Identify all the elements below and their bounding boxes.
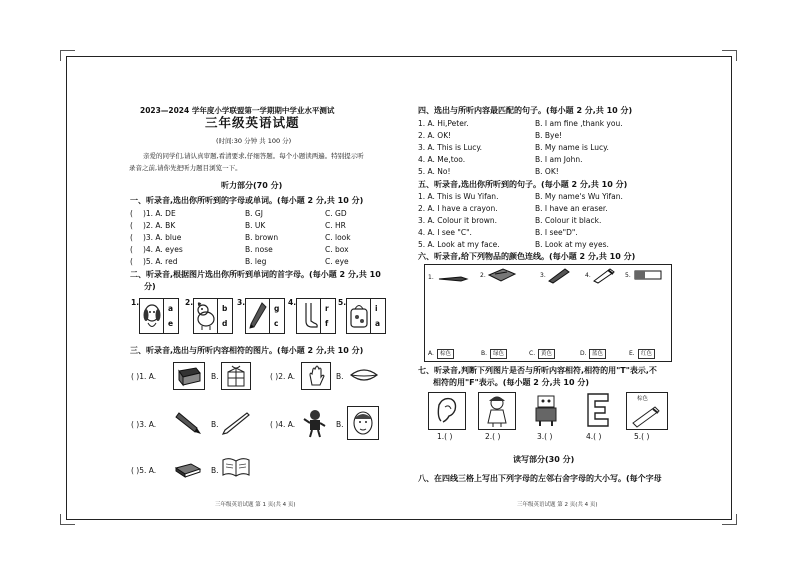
girl-icon (479, 393, 515, 429)
exam-title-line: 2023—2024 学年度小学联盟第一学期期中学业水平测试 (140, 106, 335, 115)
gift-icon (222, 363, 250, 389)
picture-letter-e (582, 392, 612, 428)
option-b-label: B. (211, 466, 219, 475)
option-b-label: B. (211, 420, 219, 429)
crayon-icon (547, 267, 571, 283)
letter-top: i (375, 304, 378, 313)
letter-top: g (274, 304, 280, 313)
crayon-icon (246, 299, 270, 333)
section5-title: 五、听录音,选出你所听到的句子。(每小题 2 分,共 10 分) (418, 180, 628, 189)
section5-option-a[interactable]: 5. A. Look at my face. (418, 240, 500, 249)
item-number: 1. (428, 274, 434, 281)
section5-option-a[interactable]: 1. A. This is Wu Yifan. (418, 192, 499, 201)
section4-option-b[interactable]: B. I am fine ,thank you. (535, 119, 623, 128)
section5-option-b[interactable]: B. Colour it black. (535, 216, 602, 225)
item-number: 1. (131, 298, 140, 307)
option-b-label: B. (211, 372, 219, 381)
section1-row: ( )1. A. DE (130, 209, 176, 218)
section4-title: 四、选出与所听内容最匹配的句子。(每小题 2 分,共 10 分) (418, 106, 633, 115)
color-matching-panel (424, 264, 672, 362)
option-b[interactable]: B. UK (245, 221, 266, 230)
section2-title-cont: 分) (144, 282, 156, 291)
dog-icon (194, 299, 218, 333)
picture-box-bag (346, 298, 372, 334)
question-1: ( )1. A. (131, 372, 157, 381)
section4-option-a[interactable]: 5. A. No! (418, 167, 451, 176)
picture-option-book[interactable] (173, 362, 205, 390)
item-number: 4. (288, 298, 297, 307)
crop-mark (722, 514, 737, 525)
color-option-blue[interactable]: 蓝色 (589, 349, 606, 359)
answer-blank[interactable]: 3.( ) (537, 432, 553, 441)
crayon-icon (173, 410, 203, 436)
pen-icon (437, 273, 469, 285)
intro-line-1: 亲爱的同学们,请认真审题,看清要求,仔细答题。每个小题读两遍。特别提示听 (143, 152, 364, 160)
question-5: ( )5. A. (131, 466, 157, 475)
answer-blank[interactable]: 1.( ) (437, 432, 453, 441)
color-option-green[interactable]: 绿色 (490, 349, 507, 359)
color-letter: C. (529, 350, 536, 357)
answer-blank[interactable]: 4.( ) (586, 432, 602, 441)
option-b-label: B. (336, 372, 344, 381)
item-number: 2. (185, 298, 194, 307)
color-letter: B. (481, 350, 488, 357)
color-option-brown[interactable]: 棕色 (437, 349, 454, 359)
section4-option-b[interactable]: B. My name is Lucy. (535, 143, 609, 152)
robot-icon (528, 392, 564, 428)
writing-heading: 读写部分(30 分) (513, 455, 575, 464)
letter-bottom: c (274, 319, 279, 328)
eraser-icon (633, 269, 663, 281)
option-a[interactable]: )4. A. eyes (142, 245, 183, 254)
crop-mark (722, 50, 737, 61)
option-c[interactable]: C. box (325, 245, 349, 254)
section5-option-b[interactable]: B. I see"D". (535, 228, 578, 237)
letter-top: a (168, 304, 174, 313)
foot-icon (297, 299, 321, 333)
exam-main-title: 三年级英语试题 (205, 115, 300, 130)
picture-option-boy[interactable] (301, 408, 329, 438)
question-2: ( )2. A. (270, 372, 296, 381)
letter-top: b (222, 304, 228, 313)
section4-option-a[interactable]: 4. A. Me,too. (418, 155, 466, 164)
picture-box-crayon (245, 298, 271, 334)
question-3: ( )3. A. (131, 420, 157, 429)
option-b[interactable]: B. leg (245, 257, 267, 266)
section7-title-cont: 相符的用"F"表示。(每小题 2 分,共 10 分) (433, 378, 589, 387)
item-number: 3. (540, 272, 546, 279)
option-b-label: B. (336, 420, 344, 429)
item-number: 2. (480, 272, 486, 279)
picture-girl (478, 392, 516, 430)
section5-option-b[interactable]: B. I have an eraser. (535, 204, 608, 213)
picture-option-closed-book[interactable] (173, 456, 203, 480)
section4-option-b[interactable]: B. I am John. (535, 155, 583, 164)
question-4: ( )4. A. (270, 420, 296, 429)
crop-mark (60, 514, 75, 525)
picture-option-crayon[interactable] (173, 410, 203, 436)
pencil-case-icon (487, 267, 517, 283)
section4-option-b[interactable]: B. Bye! (535, 131, 563, 140)
section8-title: 八、在四线三格上写出下列字母的左邻右舍字母的大小写。(每个字母 (418, 474, 662, 483)
picture-option-pencil[interactable] (221, 410, 251, 436)
picture-crayon-brown (626, 392, 668, 430)
item-number: 5. (338, 298, 347, 307)
hand-icon (302, 363, 330, 389)
color-letter: A. (428, 350, 434, 357)
section6-title: 六、听录音,给下列物品的颜色连线。(每小题 2 分,共 10 分) (418, 252, 636, 261)
letter-bottom: e (168, 319, 174, 328)
boy-icon (301, 408, 329, 438)
picture-option-mouth[interactable] (347, 362, 381, 388)
dog-icon (140, 299, 164, 333)
option-c[interactable]: C. eye (325, 257, 349, 266)
item-number: 5. (625, 272, 631, 279)
color-letter: D. (580, 350, 587, 357)
crop-mark (60, 50, 75, 61)
color-option-red[interactable]: 红色 (638, 349, 655, 359)
section1-row: ( )2. A. BK (130, 221, 176, 230)
letter-choice-box[interactable] (269, 298, 285, 334)
letter-choice-box[interactable] (320, 298, 336, 334)
section7-title: 七、听录音,判断下列图片是否与所听内容相符,相符的用"T"表示,不 (418, 366, 657, 375)
exam-time-info: (时间:30 分钟 共 100 分) (216, 137, 292, 145)
option-a[interactable]: )5. A. red (142, 257, 178, 266)
section5-option-b[interactable]: B. Look at my eyes. (535, 240, 609, 249)
option-a[interactable]: )2. A. BK (142, 221, 176, 230)
picture-option-face[interactable] (347, 406, 379, 440)
picture-box-animal (193, 298, 219, 334)
face-icon (348, 407, 378, 439)
marker-icon (592, 267, 616, 283)
intro-line-2: 录音之前,请你先把听力题目浏览一下。 (129, 164, 242, 172)
section5-option-a[interactable]: 4. A. I see "C". (418, 228, 472, 237)
section3-title: 三、听录音,选出与所听内容相符的图片。(每小题 2 分,共 10 分) (130, 346, 364, 355)
picture-option-open-book[interactable] (221, 454, 251, 480)
footer-right: 三年级英语试题 第 2 页(共 4 页) (517, 502, 598, 508)
section1-row: ( )4. A. eyes (130, 245, 183, 254)
letter-choice-box[interactable] (163, 298, 179, 334)
picture-option-hand[interactable] (301, 362, 331, 390)
color-letter: E. (629, 350, 635, 357)
picture-box-foot (296, 298, 322, 334)
color-option-yellow[interactable]: 黄色 (538, 349, 555, 359)
mouth-icon (347, 362, 381, 388)
letter-bottom: a (375, 319, 381, 328)
picture-robot (528, 392, 564, 428)
option-a[interactable]: )3. A. blue (142, 233, 182, 242)
option-a[interactable]: )1. A. DE (142, 209, 176, 218)
section4-option-a[interactable]: 1. A. Hi,Peter. (418, 119, 469, 128)
letter-e-icon (582, 392, 612, 428)
section4-option-b[interactable]: B. OK! (535, 167, 559, 176)
item-number: 4. (585, 272, 591, 279)
picture-ear (428, 392, 466, 430)
bag-icon (347, 299, 371, 333)
letter-bottom: d (222, 319, 228, 328)
option-b[interactable]: B. nose (245, 245, 273, 254)
book-icon (174, 363, 204, 389)
letter-bottom: f (325, 319, 329, 328)
section5-option-b[interactable]: B. My name's Wu Yifan. (535, 192, 623, 201)
letter-choice-box[interactable] (370, 298, 386, 334)
answer-blank[interactable]: 2.( ) (485, 432, 501, 441)
section4-option-a[interactable]: 2. A. OK! (418, 131, 452, 140)
option-b[interactable]: B. GJ (245, 209, 263, 218)
letter-choice-box[interactable] (217, 298, 233, 334)
listening-heading: 听力部分(70 分) (221, 181, 283, 190)
section2-title: 二、听录音,根据图片选出你所听到单词的首字母。(每小题 2 分,共 10 (130, 270, 381, 279)
option-c[interactable]: C. HR (325, 221, 346, 230)
section5-option-a[interactable]: 2. A. I have a crayon. (418, 204, 498, 213)
picture-option-gift[interactable] (221, 362, 251, 390)
section5-option-a[interactable]: 3. A. Colour it brown. (418, 216, 497, 225)
answer-blank[interactable]: 5.( ) (634, 432, 650, 441)
footer-left: 三年级英语试题 第 1 页(共 4 页) (215, 502, 296, 508)
item-number: 3. (237, 298, 246, 307)
pencil-icon (221, 410, 251, 436)
section1-row: ( )5. A. red (130, 257, 178, 266)
color-label: 棕色 (637, 396, 649, 402)
picture-box-dog (139, 298, 165, 334)
section4-option-a[interactable]: 3. A. This is Lucy. (418, 143, 483, 152)
section1-row: ( )3. A. blue (130, 233, 182, 242)
ear-icon (429, 393, 465, 429)
option-c[interactable]: C. look (325, 233, 351, 242)
open-book-icon (221, 454, 251, 480)
book-icon (173, 456, 203, 480)
section1-title: 一、听录音,选出你所听到的字母或单词。(每小题 2 分,共 10 分) (130, 196, 364, 205)
option-c[interactable]: C. GD (325, 209, 347, 218)
letter-top: r (325, 304, 329, 313)
option-b[interactable]: B. brown (245, 233, 279, 242)
crayon-icon (627, 393, 667, 429)
